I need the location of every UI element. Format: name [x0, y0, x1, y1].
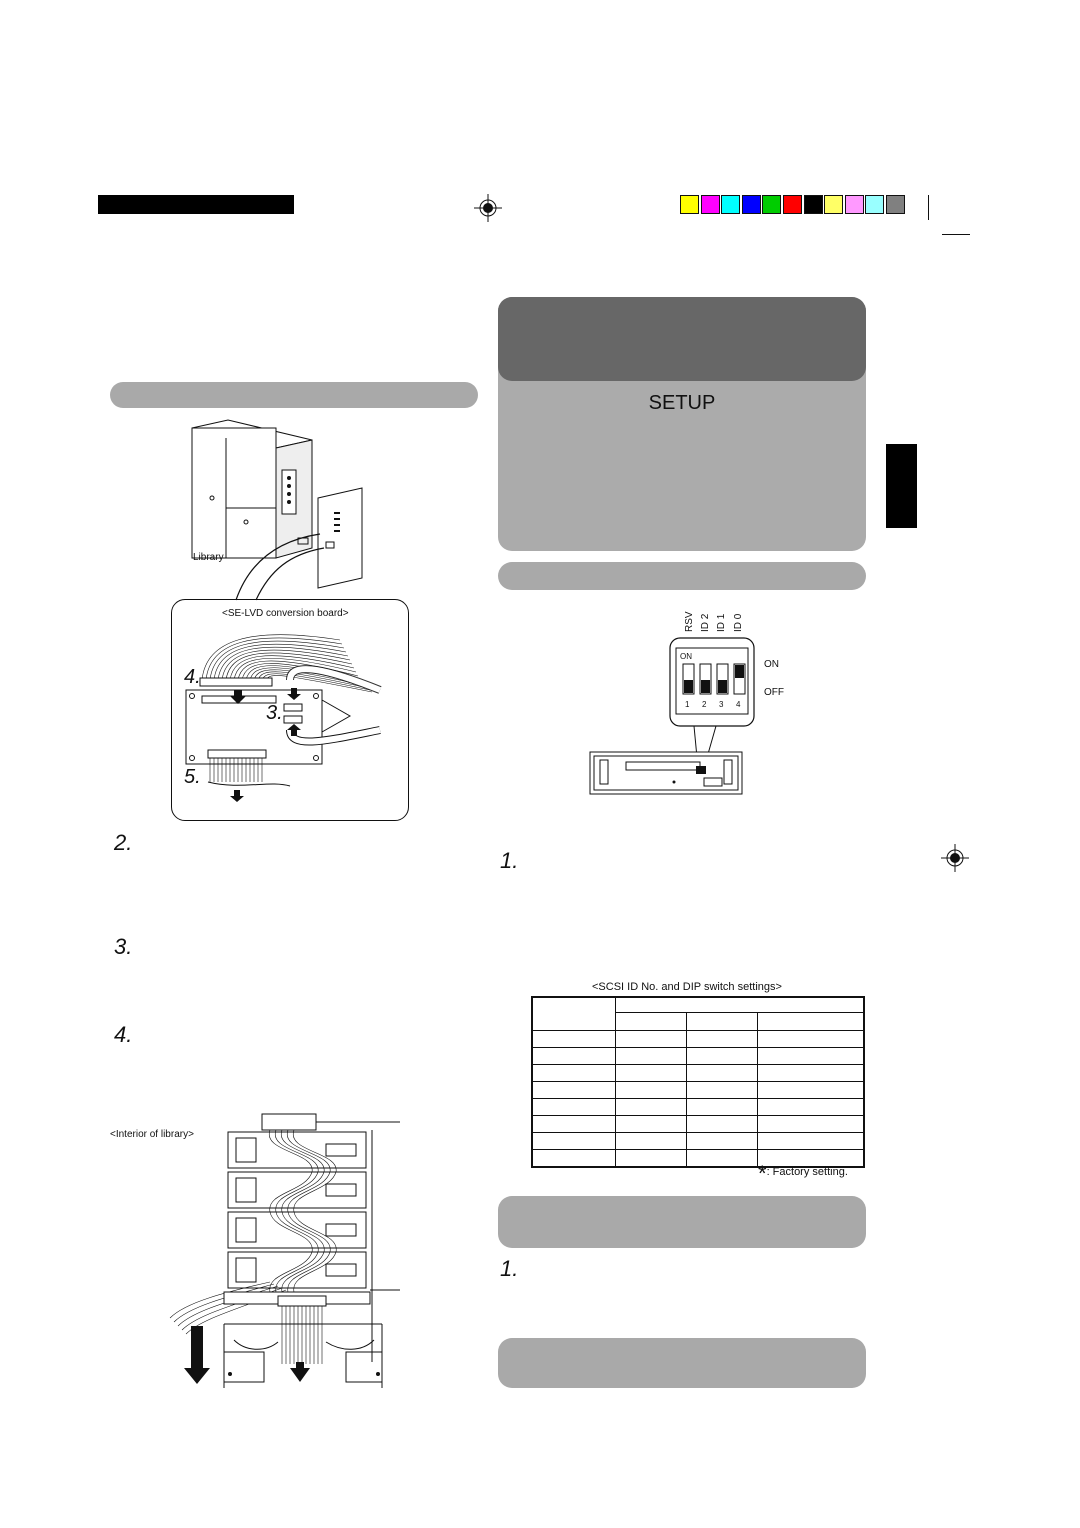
- dip-label-rsv: RSV: [684, 611, 695, 632]
- table-caption: <SCSI ID No. and DIP switch settings>: [592, 981, 782, 993]
- scsi-id-table: [531, 996, 865, 1168]
- table-cell: [687, 1116, 758, 1133]
- table-cell: [616, 1116, 687, 1133]
- table-cell: [532, 1116, 616, 1133]
- table-cell: [687, 1133, 758, 1150]
- dip-label-id0: ID 0: [733, 613, 744, 632]
- factory-note: [758, 1161, 848, 1187]
- table-row: [532, 1065, 864, 1082]
- table-cell: [532, 1048, 616, 1065]
- trim-mark-vertical: [928, 195, 929, 220]
- trim-mark-horizontal: [942, 234, 970, 235]
- color-swatch: [804, 195, 823, 214]
- factory-note-text: : Factory setting.: [766, 1166, 848, 1178]
- table-cell: [616, 1082, 687, 1099]
- table-cell: [687, 1048, 758, 1065]
- color-swatch: [680, 195, 699, 214]
- setup-panel-top: [498, 297, 866, 381]
- table-cell: [758, 1133, 865, 1150]
- left-step-3: 3.: [114, 934, 133, 959]
- table-row: [532, 1116, 864, 1133]
- table-cell: [758, 1116, 865, 1133]
- color-swatch: [824, 195, 843, 214]
- table-cell: [616, 1099, 687, 1116]
- table-cell: [758, 1065, 865, 1082]
- table-row: [532, 1133, 864, 1150]
- table-cell: [758, 1031, 865, 1048]
- crosshair-registration-icon-right: [941, 844, 969, 872]
- table-cell: [687, 1013, 758, 1031]
- table-row: [532, 1048, 864, 1065]
- color-swatch: [742, 195, 761, 214]
- dip-num-3: 3: [719, 700, 724, 709]
- library-label: Library: [193, 552, 224, 563]
- table-cell: [616, 1048, 687, 1065]
- table-cell: [616, 997, 865, 1013]
- left-step-4: 4.: [114, 1022, 133, 1047]
- interior-label: <Interior of library>: [110, 1129, 194, 1140]
- black-header-bar: [98, 195, 294, 214]
- right-section-header-3: [498, 1338, 866, 1388]
- dip-num-2: 2: [702, 700, 707, 709]
- table-cell: [687, 1031, 758, 1048]
- table-cell: [687, 1150, 758, 1168]
- table-cell: [687, 1099, 758, 1116]
- setup-title: SETUP: [648, 392, 716, 414]
- figure-step-5: 5.: [184, 766, 201, 788]
- figure-step-4: 4.: [184, 666, 201, 688]
- table-cell: [532, 1099, 616, 1116]
- color-swatch: [783, 195, 802, 214]
- dip-off-label: OFF: [764, 687, 784, 698]
- dip-label-id2: ID 2: [700, 613, 711, 632]
- interior-illustration: [166, 1112, 402, 1388]
- left-step-2: 2.: [114, 830, 133, 855]
- crosshair-registration-icon: [474, 194, 502, 222]
- right-step-1: 1.: [500, 848, 519, 873]
- table-cell: [532, 1133, 616, 1150]
- table-cell: [687, 1065, 758, 1082]
- right-section-header: [498, 562, 866, 590]
- table-cell: [616, 1031, 687, 1048]
- figure-step-3: 3.: [266, 702, 283, 724]
- side-tab: [886, 444, 917, 528]
- table-header-row: [532, 997, 864, 1013]
- color-swatch: [701, 195, 720, 214]
- dip-num-4: 4: [736, 700, 741, 709]
- callout-curve: [220, 520, 330, 610]
- table-row: [532, 1099, 864, 1116]
- table-row: [532, 1031, 864, 1048]
- table-cell: [616, 1150, 687, 1168]
- dip-num-1: 1: [685, 700, 690, 709]
- table-cell: [532, 1150, 616, 1168]
- color-bar: [680, 195, 908, 214]
- color-swatch: [845, 195, 864, 214]
- table-cell: [758, 1082, 865, 1099]
- table-cell: [616, 1013, 687, 1031]
- table-cell: [758, 1013, 865, 1031]
- right-section-header-2: [498, 1196, 866, 1248]
- table-cell: [758, 1048, 865, 1065]
- table-cell: [532, 1082, 616, 1099]
- table-cell: [687, 1082, 758, 1099]
- dip-label-id1: ID 1: [716, 613, 727, 632]
- color-swatch: [865, 195, 884, 214]
- dip-switch-diagram: [586, 606, 786, 798]
- table-cell: [532, 1031, 616, 1048]
- table-cell: [616, 1065, 687, 1082]
- conversion-board-illustration: [180, 620, 400, 810]
- left-section-header: [110, 382, 478, 408]
- color-swatch: [721, 195, 740, 214]
- table-cell: [532, 997, 616, 1031]
- dip-on-inside: ON: [680, 652, 692, 661]
- table-row: [532, 1082, 864, 1099]
- table-cell: [758, 1099, 865, 1116]
- factory-star-icon: *: [758, 1161, 767, 1186]
- dip-on-label: ON: [764, 659, 779, 670]
- table-cell: [616, 1133, 687, 1150]
- color-swatch: [762, 195, 781, 214]
- right-step-1b: 1.: [500, 1256, 519, 1281]
- conversion-board-label: <SE-LVD conversion board>: [222, 608, 349, 619]
- table-cell: [532, 1065, 616, 1082]
- color-swatch: [886, 195, 905, 214]
